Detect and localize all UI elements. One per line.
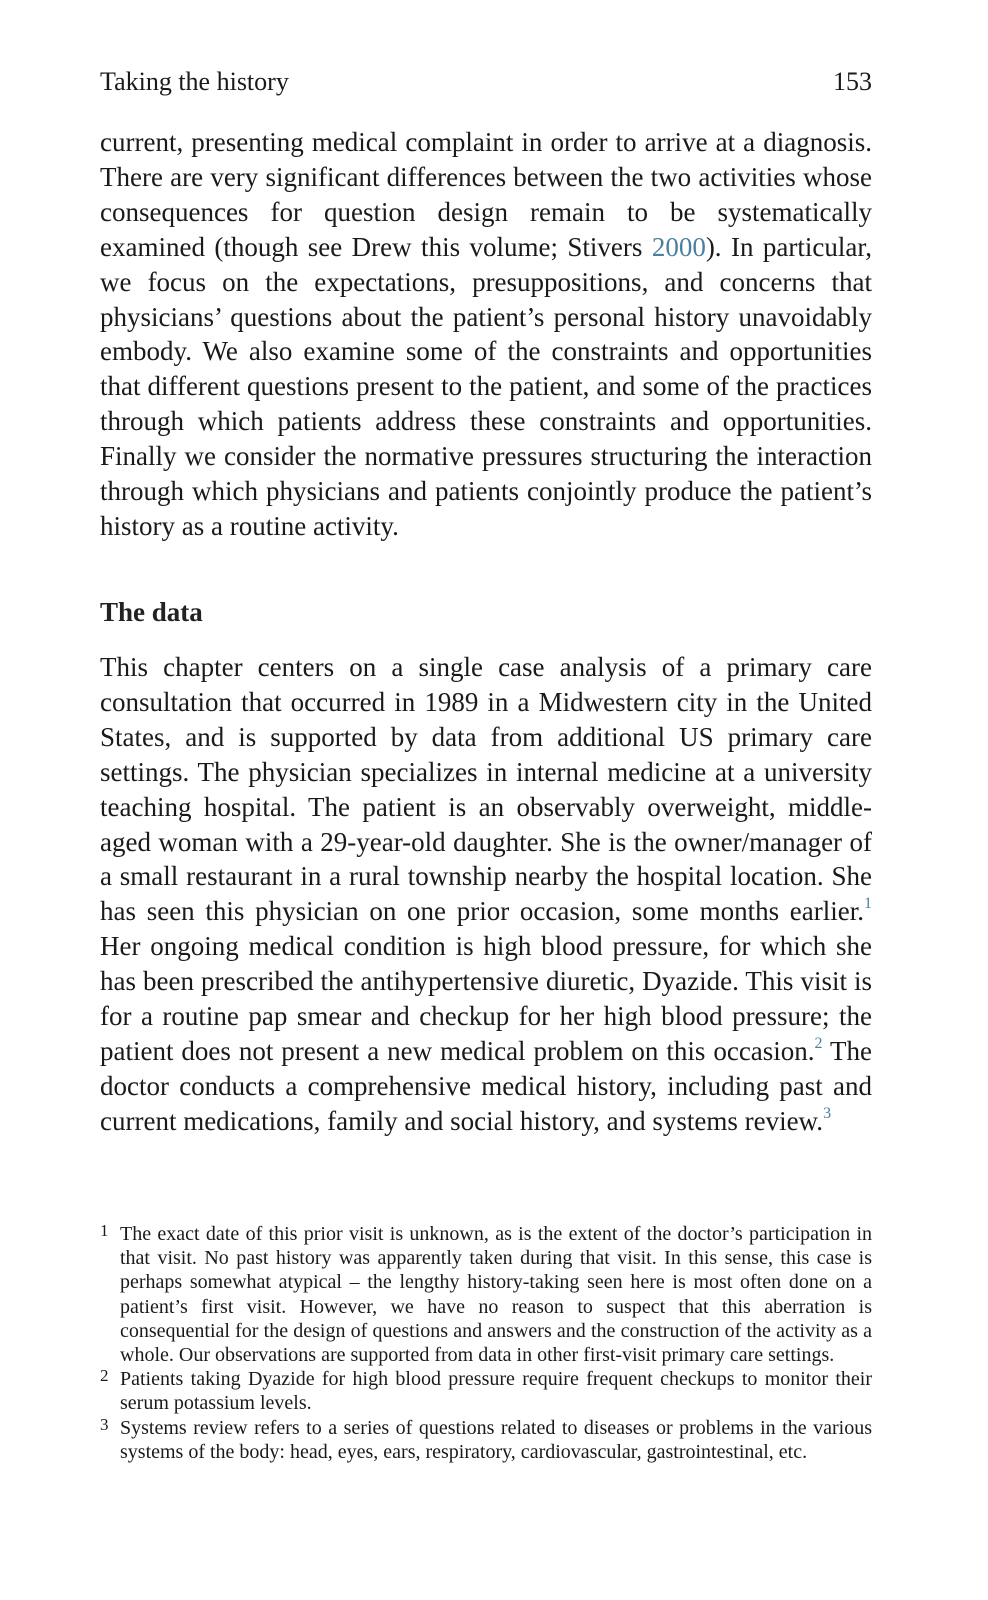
body-paragraph-2 [100, 650, 872, 1139]
footnote-text: Systems review refers to a series of questions related to diseases or problems in the various systems of the body: head, eyes, ears, respiratory, cardiovascular, gastrointestinal, etc. [120, 1416, 872, 1463]
running-title: Taking the history [100, 67, 289, 96]
paragraph-text: Her ongoing medical condition is high blood pressure, for which she has been prescribed the antihypertensive diuretic, Dyazide. This visit is for a routine pap smear and checkup for her high blood pressure; the patient does not present a new medical problem on this occasion. [100, 931, 872, 1066]
footnote-text: The exact date of this prior visit is unknown, as is the extent of the doctor’s participation in that visit. No past history was apparently taken during that visit. In this sense, this case is perhaps somewhat atypical – the lengthy history-taking seen here is most often done on a patient’s first visit. However, we have no reason to suspect that this aberration is consequential for the design of questions and answers and the construction of the activity as a whole. Our observations are supported from data in other first-visit primary care settings. [120, 1223, 872, 1367]
footnote-1 [100, 1222, 872, 1367]
footnote-ref-3[interactable]: 3 [823, 1104, 832, 1122]
running-head [100, 64, 872, 100]
section-heading: The data [100, 597, 203, 627]
footnote-number: 3 [100, 1414, 109, 1434]
page-number: 153 [833, 67, 872, 96]
footnote-number: 2 [100, 1366, 109, 1386]
footnote-ref-2[interactable]: 2 [814, 1034, 823, 1052]
footnotes [100, 1222, 872, 1464]
citation-link-stivers-2000[interactable]: 2000 [651, 231, 706, 262]
footnote-text: Patients taking Dyazide for high blood pressure require frequent checkups to monitor their serum potassium levels. [120, 1368, 872, 1415]
footnote-number: 1 [100, 1221, 109, 1240]
paragraph-text: The doctor conducts a comprehensive medical history, including past and current medications, family and social history, and systems review. [100, 1035, 872, 1136]
footnote-ref-1[interactable]: 1 [864, 895, 872, 913]
paragraph-text: current, presenting medical complaint in order to arrive at a diagnosis. There are very significant differences between the two activities whose consequences for question design remain to be systematically examined (though see Drew this volume; Stivers [100, 127, 872, 262]
footnote-3 [100, 1416, 872, 1464]
body-paragraph-1 [100, 125, 872, 544]
paragraph-text: ). In particular, we focus on the expectations, presuppositions, and concerns that physicians’ questions about the patient’s personal history unavoidably embody. We also examine some of the constraints and opportunities that different questions present to the patient, and some of the practices through which patients address these constraints and opportunities. Finally we consider the normative pressures structuring the interaction through which physicians and patients conjointly produce the patient’s history as a routine activity. [100, 231, 872, 541]
paragraph-text: This chapter centers on a single case analysis of a primary care consultation that occurred in 1989 in a Midwestern city in the United States, and is supported by data from additional US primary care settings. The physician specializes in internal medicine at a university teaching hospital. The patient is an observably overweight, middle-aged woman with a 29-year-old daughter. She is the owner/manager of a small restaurant in a rural township nearby the hospital location. She has seen this physician on one prior occasion, some months earlier. [100, 652, 872, 927]
footnote-2 [100, 1367, 872, 1415]
